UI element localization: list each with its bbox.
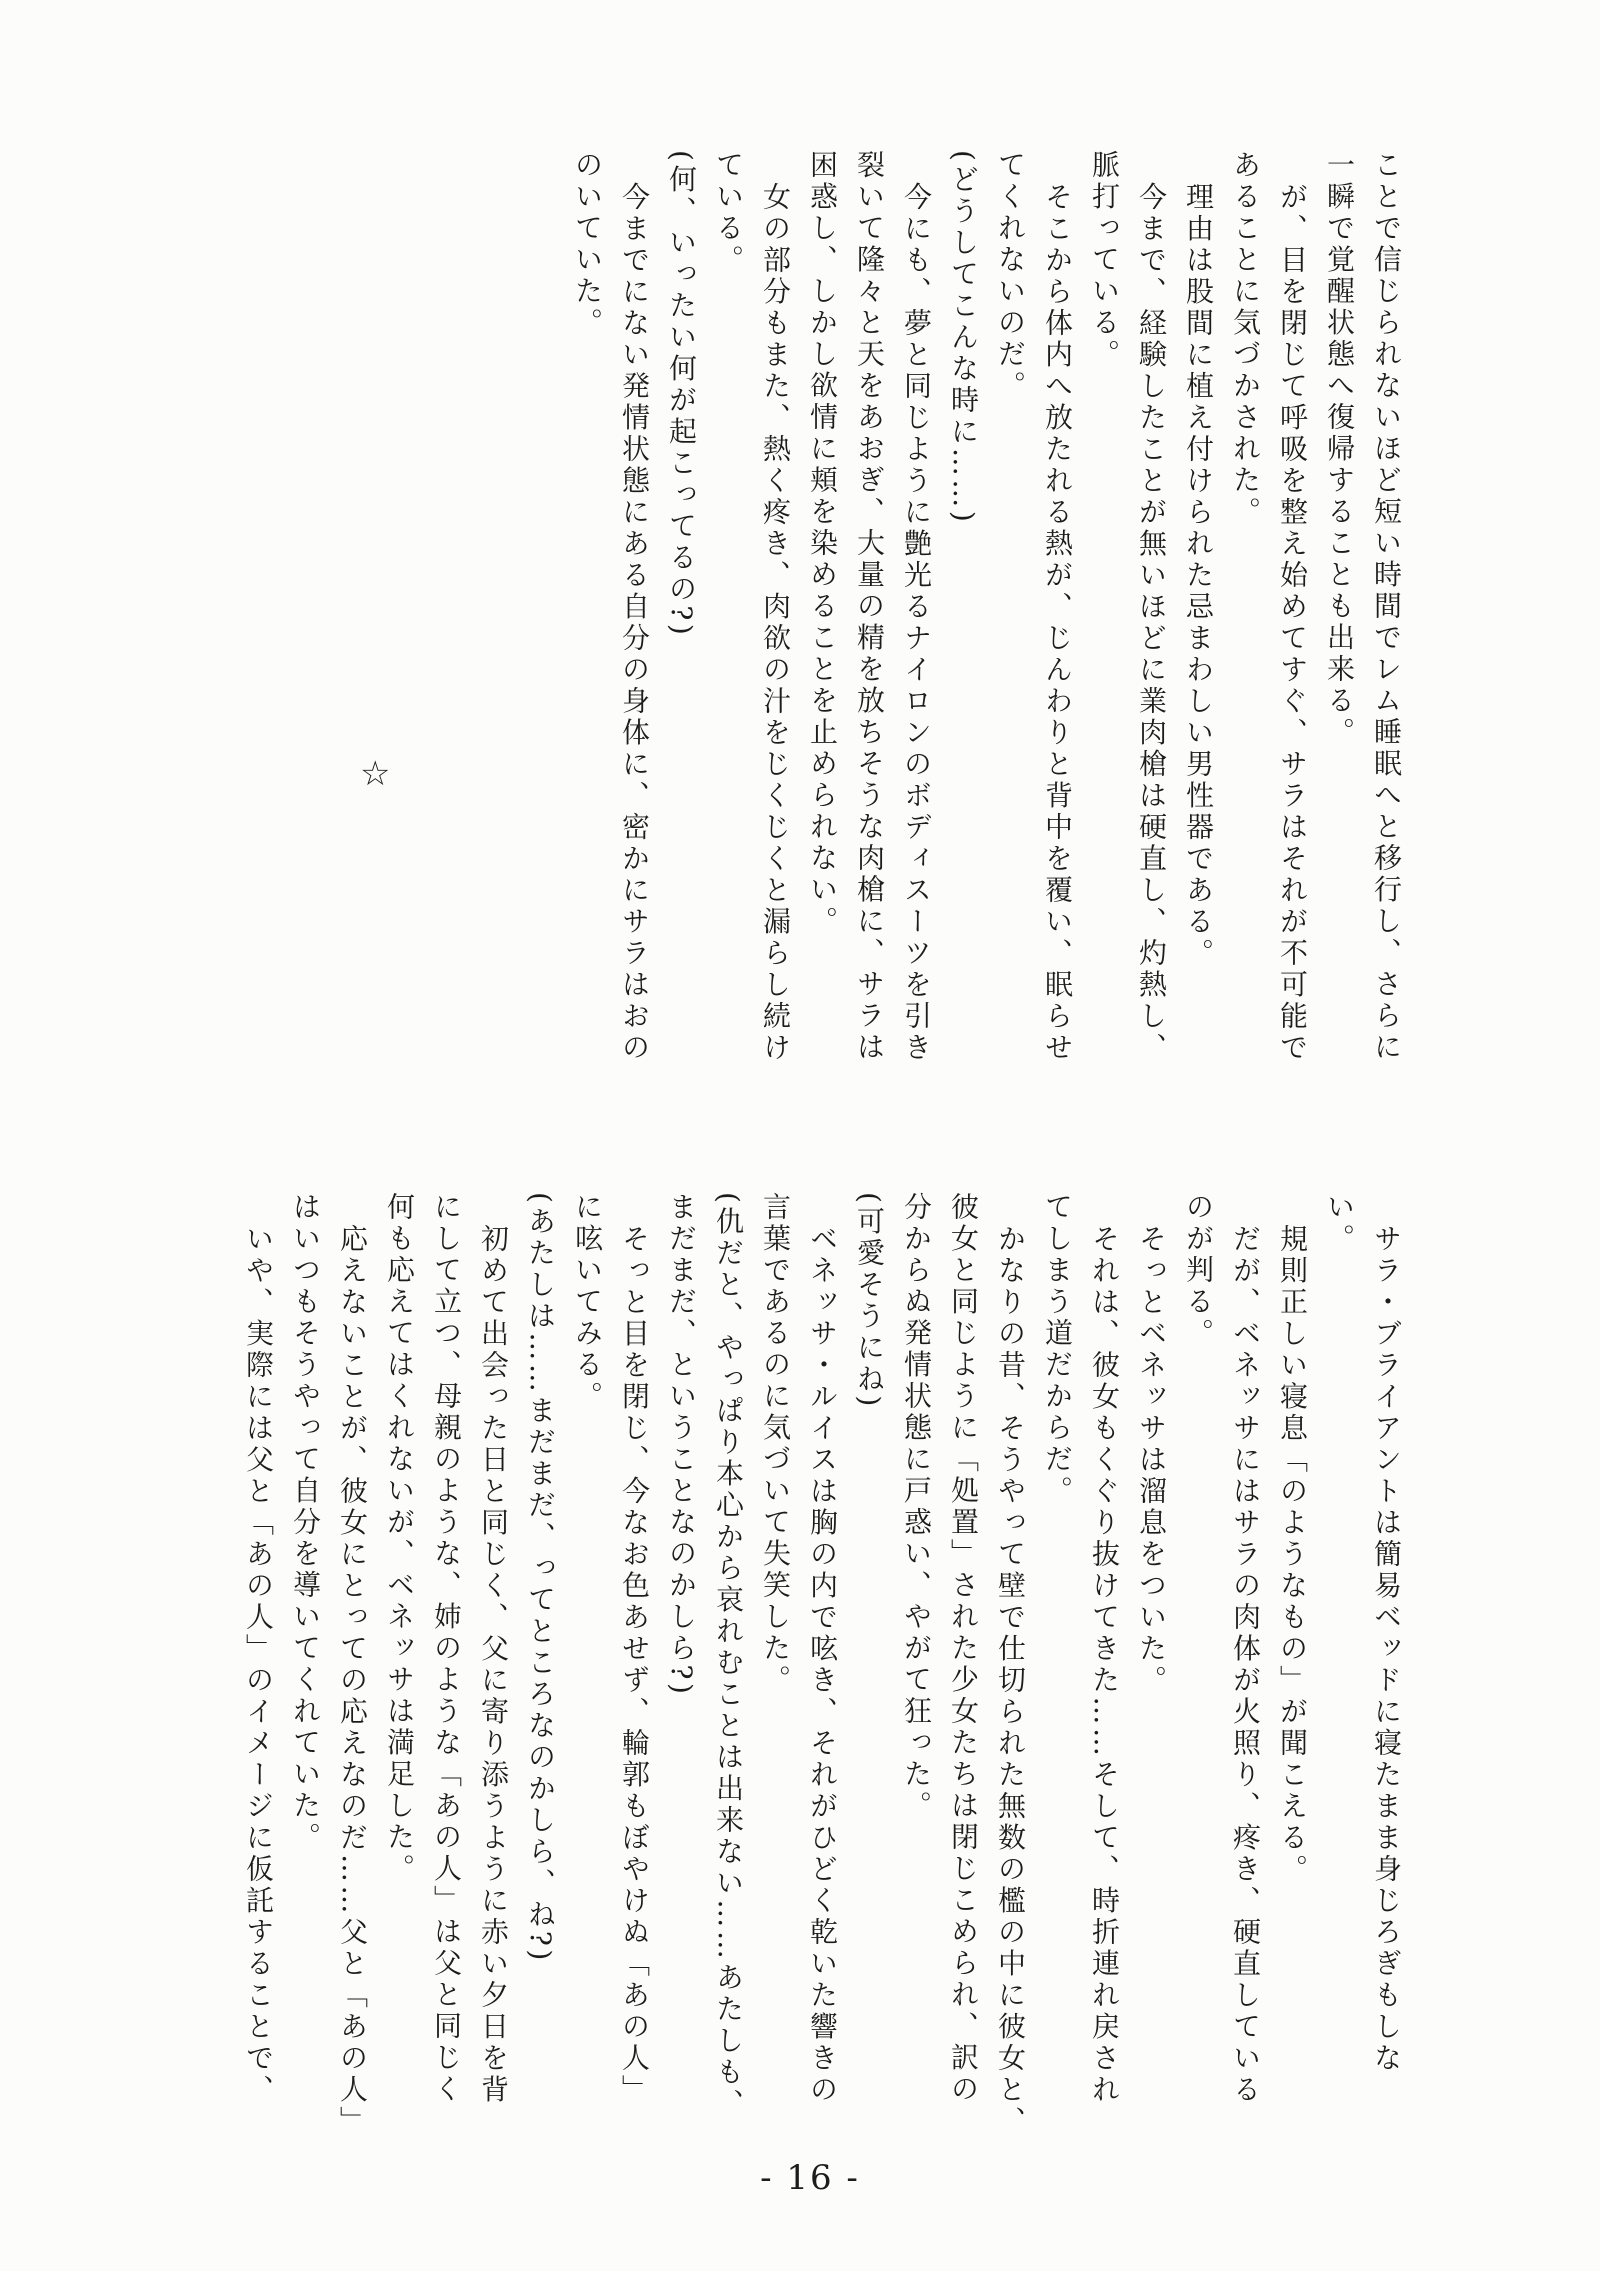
- text-line: あることに気づかされた。: [1229, 150, 1262, 528]
- text-line: 今までにない発情状態にある自分の身体に、密かにサラはおの: [618, 181, 651, 1064]
- text-line: (可愛そうにね): [853, 1192, 886, 1410]
- text-line: そっと目を閉じ、今なお色あせず、輪郭もぼやけぬ「あの人」: [618, 1223, 651, 2106]
- text-line: に呟いてみる。: [571, 1192, 604, 1413]
- text-line: いや、実際には父と「あの人」のイメージに仮託することで、: [242, 1223, 275, 2106]
- text-line: てくれないのだ。: [994, 150, 1027, 402]
- text-line: 女の部分もまた、熱く疼き、肉欲の汁をじくじくと漏らし続け: [759, 181, 792, 1064]
- text-line: 裂いて隆々と天をあおぎ、大量の精を放ちそうな肉槍に、サラは: [853, 150, 886, 1064]
- text-line: それは、彼女もくぐり抜けてきた……そして、時折連れ戻され: [1088, 1223, 1121, 2106]
- text-line: 困惑し、しかし欲情に頬を染めることを止められない。: [806, 150, 839, 938]
- text-line: 何も応えてはくれないが、ベネッサは満足した。: [383, 1192, 416, 1885]
- text-line: 一瞬で覚醒状態へ復帰することも出来る。: [1323, 150, 1356, 749]
- text-line: 彼女と同じように「処置」された少女たちは閉じこめられ、訳の: [947, 1192, 980, 2106]
- text-line: (仇だと、やっぱり本心から哀れむことは出来ない……あたしも、: [712, 1192, 745, 2120]
- text-line: のいていた。: [571, 150, 604, 339]
- text-line: 言葉であるのに気づいて失笑した。: [759, 1192, 792, 1696]
- text-line: (どうしてこんな時に……): [947, 150, 980, 526]
- text-line: そっとベネッサは溜息をついた。: [1135, 1223, 1168, 1696]
- text-line: 規則正しい寝息「のようなもの」が聞こえる。: [1276, 1223, 1309, 1885]
- text-line: まだまだ、ということなのかしら?): [665, 1192, 698, 1698]
- text-line: かなりの昔、そうやって壁で仕切られた無数の檻の中に彼女と、: [994, 1223, 1027, 2137]
- text-line: 分からぬ発情状態に戸惑い、やがて狂った。: [900, 1192, 933, 1822]
- text-line: ベネッサ・ルイスは胸の内で呟き、それがひどく乾いた響きの: [806, 1223, 839, 2106]
- section-divider-star: ☆: [360, 754, 391, 794]
- text-line: だが、ベネッサにはサラの肉体が火照り、疼き、硬直している: [1229, 1223, 1262, 2106]
- text-line: にして立つ、母親のような、姉のような「あの人」は父と同じく: [430, 1192, 463, 2106]
- text-line: 脈打っている。: [1088, 150, 1121, 371]
- upper-text-block: [564, 150, 1410, 1182]
- text-line: そこから体内へ放たれる熱が、じんわりと背中を覆い、眠らせ: [1041, 181, 1074, 1064]
- text-line: (何、いったい何が起こってるの?): [665, 150, 698, 639]
- text-line: が、目を閉じて呼吸を整え始めてすぐ、サラはそれが不可能で: [1276, 181, 1309, 1064]
- text-line: (あたしは……まだまだ、ってところなのかしら、ね?): [524, 1192, 557, 1964]
- text-line: 今まで、経験したことが無いほどに業肉槍は硬直し、灼熱し、: [1135, 181, 1168, 1064]
- text-line: てしまう道だからだ。: [1041, 1192, 1074, 1507]
- text-line: ことで信じられないほど短い時間でレム睡眠へと移行し、さらに: [1370, 150, 1403, 1064]
- text-line: 理由は股間に植え付けられた忌まわしい男性器である。: [1182, 181, 1215, 969]
- text-line: ている。: [712, 150, 745, 276]
- text-line: 応えないことが、彼女にとっての応えなのだ……父と「あの人」: [336, 1223, 369, 2137]
- text-line: 今にも、夢と同じように艶光るナイロンのボディスーツを引き: [900, 181, 933, 1064]
- text-line: い。: [1323, 1192, 1356, 1255]
- text-line: サラ・ブライアントは簡易ベッドに寝たまま身じろぎもしな: [1370, 1223, 1403, 2074]
- page-number: - 16 -: [760, 2158, 860, 2198]
- lower-text-block: [235, 1192, 1410, 2224]
- text-line: はいつもそうやって自分を導いてくれていた。: [289, 1192, 322, 1854]
- text-line: 初めて出会った日と同じく、父に寄り添うように赤い夕日を背: [477, 1223, 510, 2106]
- text-line: のが判る。: [1182, 1192, 1215, 1350]
